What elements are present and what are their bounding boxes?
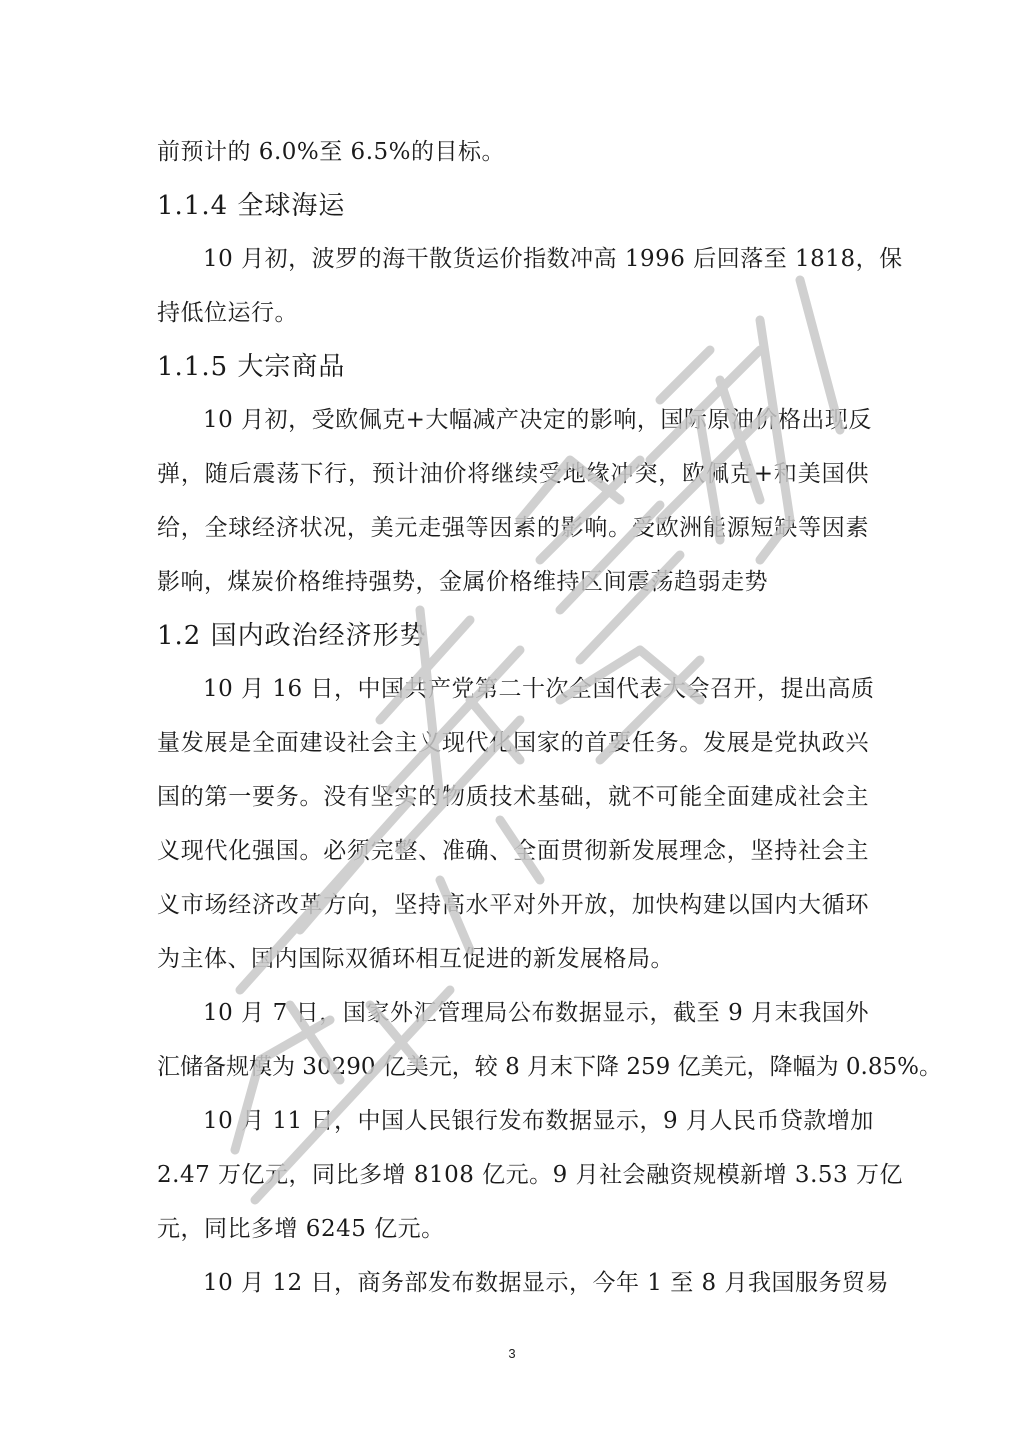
paragraph-line: 10 月 12 日，商务部发布数据显示，今年 1 至 8 月我国服务贸易 bbox=[203, 1270, 889, 1296]
section-heading-commodities: 1.1.5 大宗商品 bbox=[157, 352, 346, 382]
paragraph-line: 为主体、国内国际双循环相互促进的新发展格局。 bbox=[157, 946, 674, 972]
paragraph-line: 汇储备规模为 30290 亿美元，较 8 月末下降 259 亿美元，降幅为 0.85%。 bbox=[157, 1054, 942, 1080]
paragraph-line: 义现代化强国。必须完整、准确、全面贯彻新发展理念，坚持社会主 bbox=[157, 838, 869, 864]
paragraph-line: 前预计的 6.0%至 6.5%的目标。 bbox=[157, 139, 505, 165]
paragraph-line: 10 月 7 日，国家外汇管理局公布数据显示，截至 9 月末我国外 bbox=[203, 1000, 869, 1026]
section-heading-global-shipping: 1.1.4 全球海运 bbox=[157, 191, 346, 221]
paragraph-line: 义市场经济改革方向，坚持高水平对外开放，加快构建以国内大循环 bbox=[157, 892, 869, 918]
paragraph-line: 10 月 11 日，中国人民银行发布数据显示，9 月人民币贷款增加 bbox=[203, 1108, 874, 1134]
paragraph-line: 量发展是全面建设社会主义现代化国家的首要任务。发展是党执政兴 bbox=[157, 730, 869, 756]
paragraph-line: 弹，随后震荡下行，预计油价将继续受地缘冲突，欧佩克+和美国供 bbox=[157, 461, 869, 487]
paragraph-line: 10 月初，受欧佩克+大幅减产决定的影响，国际原油价格出现反 bbox=[203, 407, 872, 433]
paragraph-line: 2.47 万亿元，同比多增 8108 亿元。9 月社会融资规模新增 3.53 万亿 bbox=[157, 1162, 903, 1188]
paragraph-line: 10 月 16 日，中国共产党第二十次全国代表大会召开，提出高质 bbox=[203, 676, 875, 702]
paragraph-line: 持低位运行。 bbox=[157, 300, 298, 326]
paragraph-line: 元，同比多增 6245 亿元。 bbox=[157, 1216, 445, 1242]
paragraph-line: 影响，煤炭价格维持强势，金属价格维持区间震荡趋弱走势 bbox=[157, 569, 768, 595]
paragraph-line: 给，全球经济状况，美元走强等因素的影响。受欧洲能源短缺等因素 bbox=[157, 515, 869, 541]
paragraph-line: 10 月初，波罗的海干散货运价指数冲高 1996 后回落至 1818，保 bbox=[203, 246, 903, 272]
page-number: 3 bbox=[508, 1346, 516, 1361]
paragraph-line: 国的第一要务。没有坚实的物质技术基础，就不可能全面建成社会主 bbox=[157, 784, 869, 810]
section-heading-domestic: 1.2 国内政治经济形势 bbox=[157, 621, 427, 651]
